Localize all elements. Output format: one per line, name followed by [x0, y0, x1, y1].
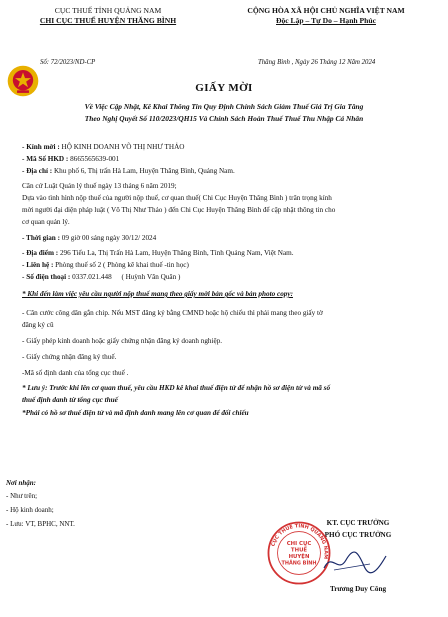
meeting-place-row [22, 248, 426, 259]
stamp-center-line-1: CHI CỤC [286, 540, 312, 547]
place-date: Thăng Bình , Ngày 26 Tháng 12 Năm 2024 [258, 59, 376, 66]
address-row [22, 166, 426, 177]
national-motto: Độc Lập – Tự Do – Hạnh Phúc [276, 16, 376, 25]
stamp-center-line-3: HUYỆN [288, 553, 310, 560]
note-line-2: thuế định danh từ tổng cục thuế [22, 396, 118, 404]
signer-name: Trương Duy Công [329, 585, 387, 593]
meeting-time-row [22, 233, 426, 244]
contact-label: - Liên hệ : [22, 261, 54, 269]
meeting-time-label: - Thời gian : [22, 234, 60, 242]
phone-value: 0337.021.448 [72, 273, 112, 281]
tax-code-label: - Mã Số HKD : [22, 155, 69, 163]
recipient-name-row [22, 142, 426, 153]
note-line-3: *Phải có hồ sơ thuế điện tử và mã định danh mang lên cơ quan để đối chiếu [22, 409, 249, 417]
signer-title-2: PHÓ CỤC TRƯỞNG [324, 531, 392, 539]
meeting-time-value: 09 giờ 00 sáng ngày 30/12/ 2024 [61, 234, 157, 242]
document-title: GIẤY MỜI [195, 82, 253, 94]
document-item: - Giấy chứng nhận đăng ký thuế. [22, 353, 117, 361]
recipients-heading: Nơi nhận: [6, 479, 37, 487]
meeting-place-value: 296 Tiểu La, Thị Trấn Hà Lam, Huyện Thăng Bình, Tỉnh Quảng Nam, Việt Nam. [59, 249, 294, 257]
intro-line-1: Dựa vào tình hình nộp thuế của người nộp thuế, cơ quan thuế( Chi Cục Huyện Thăng Bình ) trân trọng kính [22, 194, 332, 202]
document-item: - Căn cước công dân gắn chip. Nếu MST đăng ký bằng CMND hoặc hộ chiếu thì phải mang theo giấy tờ [22, 309, 323, 317]
documents-heading: * Khi đến làm việc yêu cầu người nộp thuế mang theo giấy mời bản gốc và bản photo copy: [22, 290, 293, 298]
subject-line-1: Về Việc Cập Nhật, Kê Khai Thông Tin Quy Định Chính Sách Giảm Thuế Giá Trị Gia Tăng [84, 102, 364, 111]
issuer-block [8, 6, 208, 26]
stamp-outer-text: CỤC THUẾ TỈNH QUẢNG NAM [270, 523, 329, 560]
recipient-label: - Kính mời : [22, 143, 60, 151]
phone-label: - Số điện thoại : [22, 273, 71, 281]
legal-basis: Căn cứ Luật Quản lý thuế ngày 13 tháng 6 năm 2019; [22, 182, 177, 190]
intro-line-3: cơ quan quản lý. [22, 218, 70, 226]
document-item: đăng ký cũ [22, 321, 54, 329]
meeting-place-label: - Địa điểm : [22, 249, 59, 257]
recipient-list-item: - Hộ kinh doanh; [6, 506, 54, 514]
tax-code-value: 8665565639-001 [70, 155, 120, 163]
contact-value: Phòng thuế số 2 ( Phòng kê khai thuế -tin học) [55, 261, 189, 269]
phone-row [22, 272, 426, 283]
stamp-center-line-4: THĂNG BÌNH [281, 560, 317, 567]
tax-code-row [22, 154, 426, 165]
issuer-line2: CHI CỤC THUẾ HUYỆN THĂNG BÌNH [39, 16, 177, 25]
note-line-1: * Lưu ý: Trước khi lên cơ quan thuế, yêu cầu HKD kê khai thuế điện tử để nhận hồ sơ điện tử và mã số [22, 384, 331, 392]
subject-line-2: Theo Nghị Quyết Số 110/2023/QH15 Và Chính Sách Hoàn Thuế Thuế Thu Nhập Cá Nhân [84, 114, 364, 123]
national-title: CỘNG HÒA XÃ HỘI CHỦ NGHĨA VIỆT NAM [247, 6, 405, 15]
national-motto-block [208, 6, 444, 26]
recipient-value: HỘ KINH DOANH VÕ THỊ NHƯ THẢO [61, 143, 185, 151]
contact-row [22, 260, 426, 271]
signer-title-1: KT. CỤC TRƯỞNG [326, 519, 390, 527]
doc-number: Số: 72/2023/ND-CP [40, 59, 96, 66]
recipient-list-item: - Lưu: VT, BPHC, NNT. [6, 520, 75, 528]
issuer-line1: CỤC THUẾ TỈNH QUẢNG NAM [54, 6, 162, 15]
document-item: -Mã số định danh của tổng cục thuế . [22, 369, 129, 377]
address-value: Khu phố 6, Thị trấn Hà Lam, Huyện Thăng Bình, Quảng Nam. [53, 167, 235, 175]
handwritten-signature [320, 548, 390, 576]
address-label: - Địa chỉ : [22, 167, 53, 175]
recipient-list-item: - Như trên; [6, 492, 38, 500]
document-item: - Giấy phép kinh doanh hoặc giấy chứng nhận đăng ký doanh nghiệp. [22, 337, 223, 345]
intro-line-2: mời người đại diện pháp luật ( Võ Thị Như Thảo ) đến Chi Cục Huyện Thăng Bình để cập nhật thông tin cho [22, 206, 336, 214]
stamp-center-line-2: THUẾ [290, 547, 308, 554]
phone-person: ( Huỳnh Văn Quân ) [121, 273, 181, 281]
